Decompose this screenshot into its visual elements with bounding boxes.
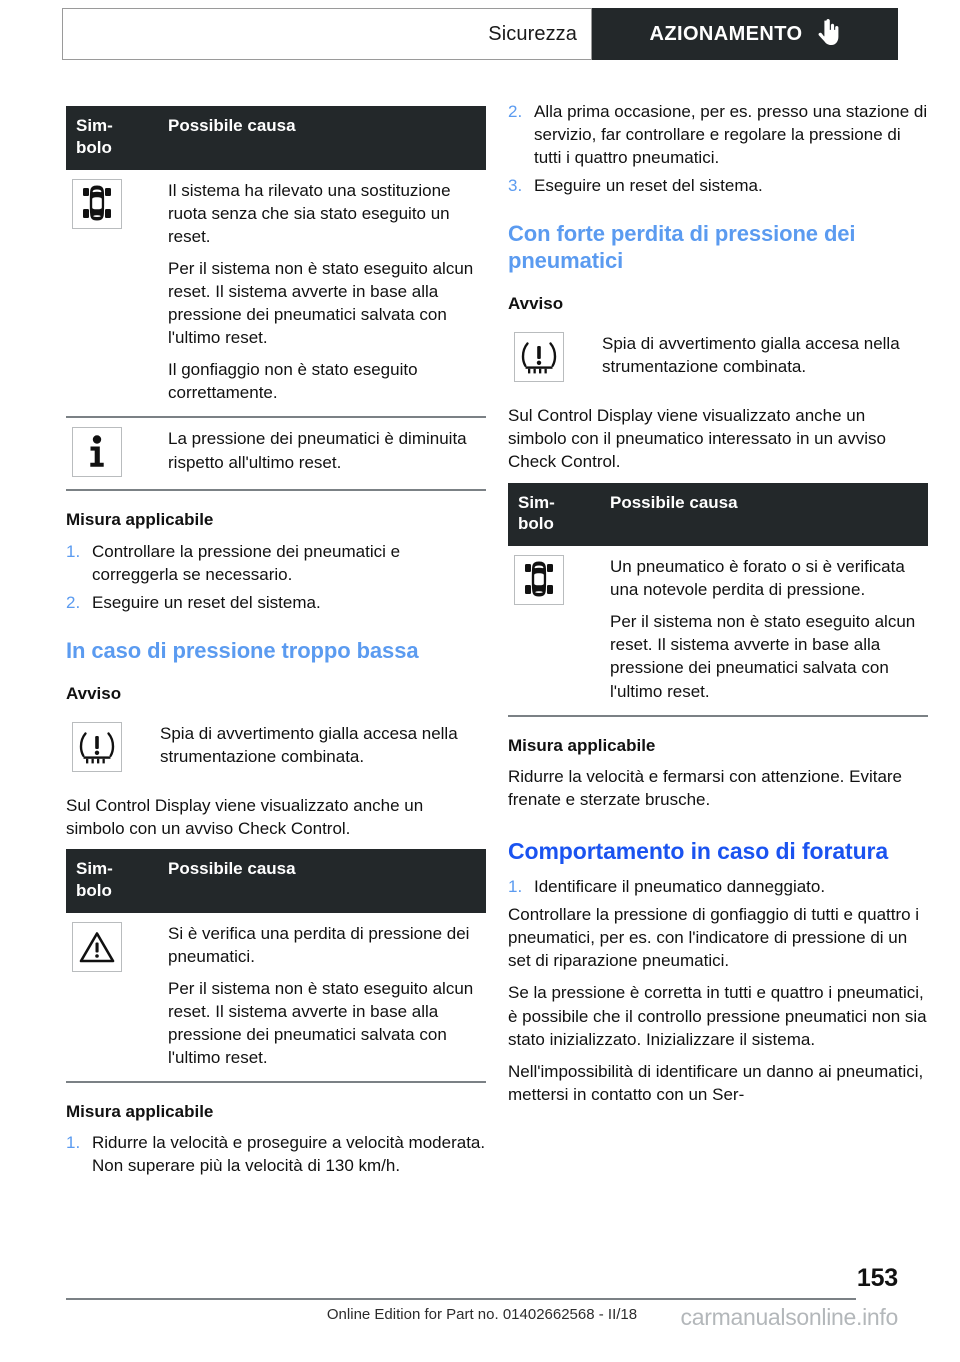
car-top-view-tires-icon — [514, 555, 564, 605]
tab-azionamento-label: AZIONAMENTO — [649, 22, 803, 45]
list-item — [66, 540, 486, 586]
table-bottom-divider — [508, 715, 928, 716]
notice-row — [508, 323, 928, 394]
table-paragraph: Per il sistema non è stato eseguito alcun reset. Il sistema avverte in base alla pressione dei pneumatici salvata con l'ultimo reset. — [168, 978, 474, 1068]
measure-heading-2: Misura applicabile — [66, 1102, 214, 1122]
list-text: Identificare il pneumatico danneggiato. — [534, 877, 826, 897]
symbol-cell — [66, 713, 150, 784]
list-number: 1. — [508, 877, 523, 897]
heading-puncture-behaviour: Comportamento in caso di foratura — [508, 837, 889, 864]
table-paragraph: Per il sistema non è stato eseguito alcun reset. Il sistema avverte in base alla pressione dei pneumatici salvata con l'ultimo reset. — [610, 612, 916, 701]
tab-azionamento[interactable] — [592, 8, 898, 60]
tpms-warning-lamp-icon — [514, 332, 564, 382]
heading-low-pressure: In caso di pressione troppo bassa — [66, 637, 419, 663]
symbol-cell — [508, 546, 600, 715]
table-header-row — [66, 106, 486, 170]
page-number: 153 — [856, 1264, 898, 1292]
edition-text: Online Edition for Part no. 01402662568 - II/18 — [326, 1306, 638, 1323]
page-header — [62, 8, 898, 60]
cause-cell — [158, 170, 486, 417]
column-header-symbol: Sim- bolo — [508, 483, 600, 547]
table-paragraph: Il sistema ha rilevato una sostituzione ruota senza che sia stato eseguito un reset. — [168, 180, 451, 246]
table-bottom-divider — [66, 1081, 486, 1082]
list-text: Eseguire un reset del sistema. — [534, 176, 763, 196]
notice-text: Spia di avvertimento gialla accesa nella strumentazione combinata. — [602, 334, 900, 377]
table-row — [66, 170, 486, 417]
list-number: 1. — [66, 541, 81, 561]
cause-cell — [600, 546, 928, 715]
symbol-cell — [66, 417, 158, 489]
list-item — [66, 591, 486, 614]
column-header-cause: Possibile causa — [158, 106, 486, 170]
list-text: Ridurre la velocità e proseguire a velocità moderata. Non superare più la velocità di 130 km/h. — [92, 1133, 486, 1176]
symbol-cell — [66, 913, 158, 1082]
right-column — [508, 100, 928, 1106]
symbol-table-1 — [66, 106, 486, 491]
table-row — [66, 913, 486, 1082]
puncture-subparagraph: Nell'impossibilità di identificare un danno ai pneumatici, mettersi in contatto con un Ser- — [508, 1061, 924, 1104]
notice-text-cell — [592, 323, 928, 394]
table-row — [508, 546, 928, 715]
list-text: Alla prima occasione, per es. presso una stazione di servizio, far controllare e regolare la pressione di tutti i quattro pneumatici. — [534, 102, 928, 168]
column-header-symbol: Sim- bolo — [66, 106, 158, 170]
footer-divider — [66, 1298, 856, 1300]
page-footer — [66, 1264, 898, 1330]
list-item — [508, 875, 928, 898]
cause-cell — [158, 417, 486, 489]
measure-list-2 — [66, 1131, 486, 1177]
measure-list-1 — [66, 540, 486, 614]
puncture-subparagraph: Se la pressione è corretta in tutti e quattro i pneumatici, è possibile che il controllo pressione pneumatici non sia stato inizializzato. Inizializzare il sistema. — [508, 983, 927, 1049]
table-bottom-divider — [66, 489, 486, 490]
left-column — [66, 100, 486, 1183]
notice-text-cell — [150, 713, 486, 784]
notice-block — [508, 323, 928, 394]
measure-text: Ridurre la velocità e fermarsi con attenzione. Evitare frenate e sterzate brusche. — [508, 766, 903, 809]
symbol-cell — [66, 170, 158, 417]
control-display-paragraph: Sul Control Display viene visualizzato anche un simbolo con il pneumatico interessato in un avviso Check Control. — [508, 406, 886, 472]
column-header-cause: Possibile causa — [158, 849, 486, 913]
list-item — [508, 100, 928, 169]
notice-text: Spia di avvertimento gialla accesa nella strumentazione combinata. — [160, 723, 458, 766]
list-number: 1. — [66, 1133, 81, 1153]
symbol-table-2 — [66, 849, 486, 1083]
column-header-cause: Possibile causa — [600, 483, 928, 547]
list-number: 2. — [508, 102, 523, 121]
table-paragraph: Il gonfiaggio non è stato eseguito correttamente. — [168, 360, 418, 403]
list-text: Eseguire un reset del sistema. — [92, 592, 321, 612]
table-paragraph: Si è verifica una perdita di pressione dei pneumatici. — [168, 923, 470, 966]
notice-heading: Avviso — [66, 683, 122, 703]
site-watermark: carmanualsonline.info — [680, 1304, 898, 1330]
notice-row — [66, 713, 486, 784]
table-row — [66, 417, 486, 489]
symbol-cell — [508, 323, 592, 394]
notice-heading: Avviso — [508, 294, 564, 314]
footer-line — [66, 1306, 898, 1330]
info-i-icon — [72, 427, 122, 477]
continued-list — [508, 100, 928, 197]
warning-triangle-icon — [72, 922, 122, 972]
list-item — [66, 1131, 486, 1177]
list-text: Controllare la pressione dei pneumatici e correggerla se necessario. — [92, 541, 401, 584]
control-display-paragraph: Sul Control Display viene visualizzato anche un simbolo con un avviso Check Control. — [66, 795, 424, 838]
list-number: 3. — [508, 176, 523, 196]
puncture-list — [508, 875, 928, 898]
cause-cell — [158, 913, 486, 1082]
heading-strong-pressure-loss: Con forte perdita di pressione dei pneumatici — [508, 221, 856, 274]
list-item — [508, 174, 928, 197]
tab-sicurezza-label: Sicurezza — [488, 22, 577, 45]
hand-pointer-icon — [818, 19, 840, 50]
column-header-symbol: Sim- bolo — [66, 849, 158, 913]
list-number: 2. — [66, 592, 81, 612]
table-paragraph: La pressione dei pneumatici è diminuita rispetto all'ultimo reset. — [168, 429, 467, 472]
measure-heading: Misura applicabile — [508, 735, 656, 755]
table-header-row — [508, 483, 928, 547]
measure-heading: Misura applicabile — [66, 510, 214, 530]
tpms-warning-lamp-icon — [72, 722, 122, 772]
table-paragraph: Per il sistema non è stato eseguito alcun reset. Il sistema avverte in base alla pressione dei pneumatici salvata con l'ultimo reset. — [168, 258, 474, 348]
tab-sicurezza[interactable] — [62, 8, 592, 60]
car-top-view-tires-icon — [72, 179, 122, 229]
notice-block-1 — [66, 713, 486, 784]
symbol-table-3 — [508, 483, 928, 717]
table-paragraph: Un pneumatico è forato o si è verificata una notevole perdita di pressione. — [610, 557, 905, 600]
puncture-subparagraph: Controllare la pressione di gonfiaggio di tutti e quattro i pneumatici, per es. con l'indicatore di pressione di un set di riparazione pneumatici. — [508, 905, 920, 971]
table-header-row — [66, 849, 486, 913]
